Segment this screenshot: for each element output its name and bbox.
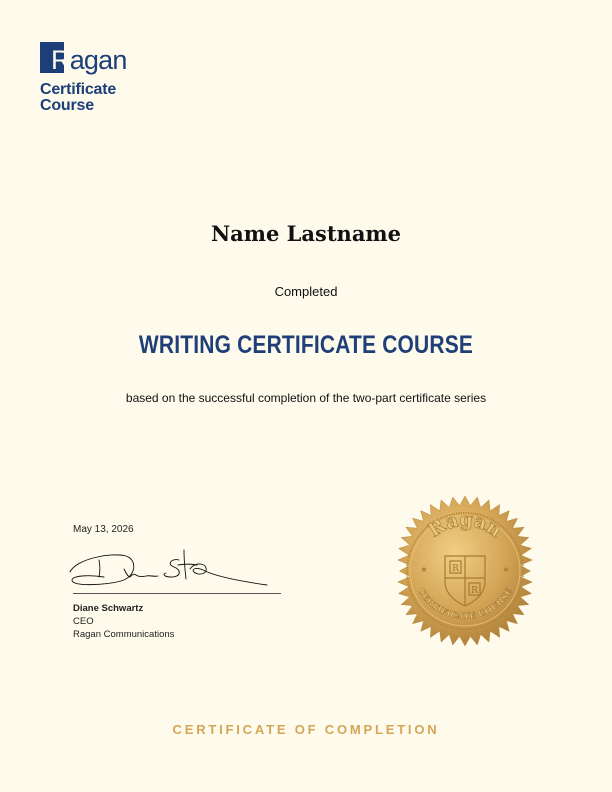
svg-text:CERTIFICATE COURSE: CERTIFICATE COURSE	[415, 586, 515, 623]
completion-status: Completed	[274, 284, 338, 299]
logo-rest: agan	[69, 45, 127, 75]
logo-wordmark	[51, 47, 127, 74]
signer-organization: Ragan Communications	[73, 629, 175, 640]
svg-text:★: ★	[502, 565, 510, 574]
signer-name: Diane Schwartz	[73, 603, 144, 614]
svg-text:Ragan: Ragan	[424, 508, 506, 542]
signer-details	[73, 602, 174, 641]
certificate-footer-title: CERTIFICATE OF COMPLETION	[172, 722, 440, 737]
issue-date: May 13, 2026	[73, 524, 134, 535]
signature-line	[73, 593, 281, 594]
logo-initial: R	[51, 45, 70, 75]
svg-text:★: ★	[420, 565, 428, 574]
logo-subtitle-line1: Certificate	[40, 81, 117, 98]
gold-seal-icon	[388, 494, 542, 648]
ragan-logo	[40, 42, 127, 114]
signature-image	[66, 547, 281, 592]
logo-mark	[40, 42, 127, 75]
logo-subtitle-line2: Course	[40, 97, 94, 114]
signer-title: CEO	[73, 616, 94, 627]
recipient-name: Name Lastname	[210, 221, 402, 246]
course-title: WRITING CERTIFICATE COURSE	[138, 331, 474, 359]
svg-text:R: R	[452, 564, 459, 574]
svg-text:R: R	[471, 586, 478, 596]
logo-subtitle	[40, 82, 116, 114]
completion-basis: based on the successful completion of the two-part certificate series	[125, 391, 487, 405]
